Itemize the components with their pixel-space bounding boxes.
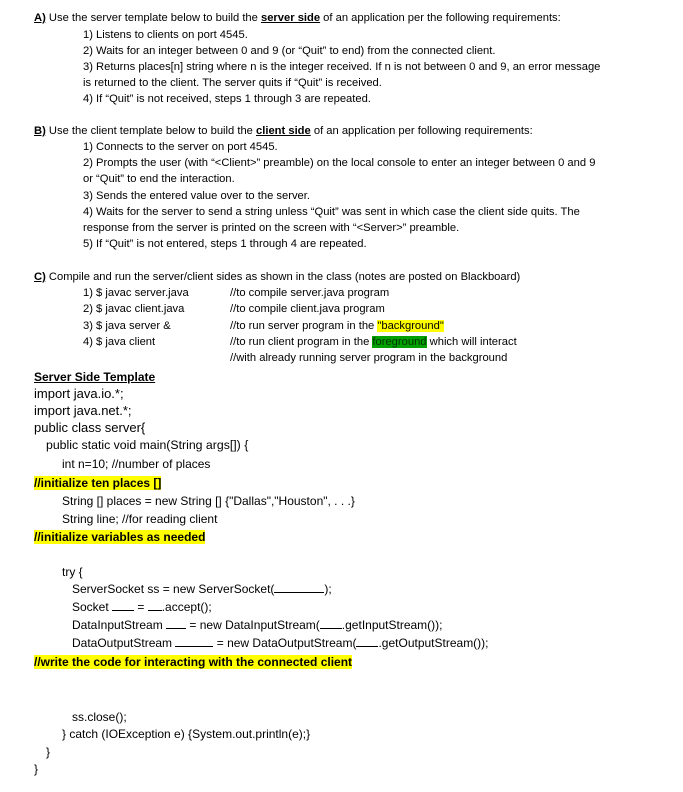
code-main-decl: public static void main(String args[]) { bbox=[46, 438, 249, 452]
part-b-intro: B) Use the client template below to build the client side of an application per following requirements: bbox=[34, 125, 533, 137]
command-2: 2) $ javac client.java bbox=[83, 303, 185, 315]
code-comment-init-vars: //initialize variables as needed bbox=[34, 530, 206, 544]
part-a-item-4: 4) If “Quit” is not received, steps 1 through 3 are repeated. bbox=[83, 93, 371, 105]
code-close-class: } bbox=[34, 762, 39, 776]
comment-1: //to compile server.java program bbox=[230, 287, 390, 299]
part-b-label: B) bbox=[34, 125, 46, 137]
code-comment-init-places: //initialize ten places [] bbox=[34, 476, 162, 490]
comment-5: //with already running server program in the background bbox=[230, 352, 508, 364]
foreground-highlight: foreground bbox=[372, 336, 427, 348]
template-title: Server Side Template bbox=[34, 370, 156, 384]
input-stream-name-blank[interactable] bbox=[166, 618, 186, 629]
comment-4: //to run client program in the foreground which will interact bbox=[230, 336, 517, 348]
code-import-net: import java.net.*; bbox=[34, 403, 132, 418]
code-server-socket: ServerSocket ss = new ServerSocket( ); bbox=[72, 582, 332, 596]
part-c-label: C) bbox=[34, 271, 46, 283]
server-side-term: server side bbox=[260, 12, 321, 24]
code-places-count: int n=10; //number of places bbox=[62, 457, 211, 471]
part-b-item-1: 1) Connects to the server on port 4545. bbox=[83, 141, 278, 153]
part-b-item-4: 4) Waits for the server to send a string unless “Quit” was sent in which case the client side quits. The bbox=[83, 206, 580, 218]
part-a-intro: A) Use the server template below to build the server side of an application per the following requirements: bbox=[34, 12, 561, 24]
output-stream-name-blank[interactable] bbox=[175, 636, 213, 647]
code-data-output-stream: DataOutputStream = new DataOutputStream( .getOutputStream()); bbox=[72, 636, 489, 650]
part-a-item-2: 2) Waits for an integer between 0 and 9 (or “Quit” to end) from the connected client. bbox=[83, 45, 496, 57]
part-a-item-3-cont: is returned to the client. The server quits if “Quit” is received. bbox=[83, 77, 382, 89]
output-socket-blank[interactable] bbox=[356, 636, 378, 647]
part-b-item-2-cont: or “Quit” to end the interaction. bbox=[83, 173, 235, 185]
code-data-input-stream: DataInputStream = new DataInputStream( .getInputStream()); bbox=[72, 618, 443, 632]
command-1: 1) $ javac server.java bbox=[83, 287, 189, 299]
part-b-item-2: 2) Prompts the user (with “<Client>” preamble) on the local console to enter an integer between 0 and 9 bbox=[83, 157, 596, 169]
server-socket-blank[interactable] bbox=[148, 600, 162, 611]
part-b-item-3: 3) Sends the entered value over to the server. bbox=[83, 190, 310, 202]
comment-2: //to compile client.java program bbox=[230, 303, 385, 315]
code-import-io: import java.io.*; bbox=[34, 386, 124, 401]
code-try: try { bbox=[62, 565, 83, 579]
code-socket: Socket = .accept(); bbox=[72, 600, 212, 614]
code-class-decl: public class server{ bbox=[34, 420, 146, 435]
code-catch: } catch (IOException e) {System.out.println(e);} bbox=[62, 727, 311, 741]
client-side-term: client side bbox=[256, 125, 311, 137]
part-b-item-5: 5) If “Quit” is not entered, steps 1 through 4 are repeated. bbox=[83, 238, 367, 250]
background-highlight: "background" bbox=[377, 320, 444, 332]
part-a-label: A) bbox=[34, 12, 46, 24]
code-close-main: } bbox=[46, 745, 51, 759]
command-4: 4) $ java client bbox=[83, 336, 156, 348]
comment-3: //to run server program in the "background" bbox=[230, 320, 444, 332]
port-blank[interactable] bbox=[274, 582, 324, 593]
command-3: 3) $ java server & bbox=[83, 320, 171, 332]
code-places-array: String [] places = new String [] {"Dallas","Houston", . . .} bbox=[62, 494, 355, 508]
part-a-item-1: 1) Listens to clients on port 4545. bbox=[83, 29, 248, 41]
socket-name-blank[interactable] bbox=[112, 600, 134, 611]
part-b-item-4-cont: response from the server is printed on the screen with “<Server>” preamble. bbox=[83, 222, 460, 234]
part-c-intro: C) Compile and run the server/client sides as shown in the class (notes are posted on Blackboard) bbox=[34, 271, 521, 283]
code-line-var: String line; //for reading client bbox=[62, 512, 218, 526]
part-a-item-3: 3) Returns places[n] string where n is the integer received. If n is not between 0 and 9, an error message bbox=[83, 61, 601, 73]
code-comment-write-interaction: //write the code for interacting with the connected client bbox=[34, 655, 353, 669]
code-close: ss.close(); bbox=[72, 710, 127, 724]
input-socket-blank[interactable] bbox=[320, 618, 342, 629]
